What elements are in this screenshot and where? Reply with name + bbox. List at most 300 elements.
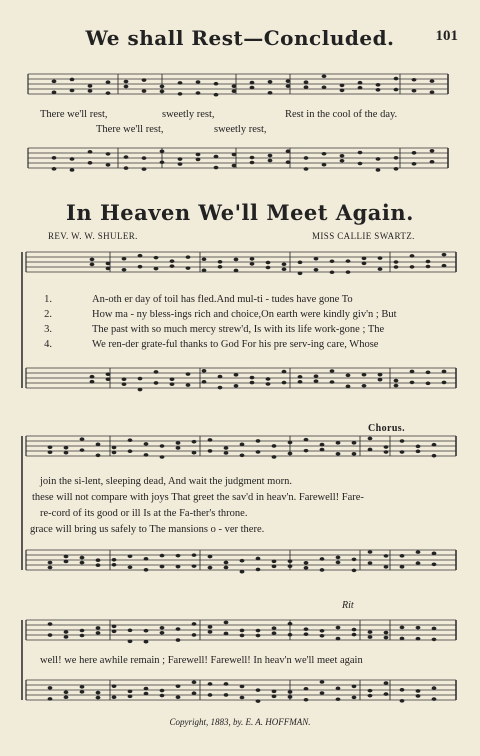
note-head (80, 437, 85, 441)
note-head (192, 633, 197, 637)
note-head (400, 565, 405, 569)
note-head (178, 92, 183, 96)
note-head (208, 555, 213, 559)
note-head (320, 691, 325, 695)
note-head (340, 89, 345, 93)
note-head (144, 640, 149, 644)
note-head (70, 157, 75, 161)
note-head (416, 561, 421, 565)
note-head (192, 564, 197, 568)
note-head (304, 698, 309, 702)
note-head (394, 379, 399, 383)
note-head (336, 686, 341, 690)
note-head (234, 258, 239, 262)
note-head (250, 381, 255, 385)
note-head (154, 267, 159, 271)
note-head (176, 441, 181, 445)
note-head (176, 565, 181, 569)
note-head (88, 89, 93, 93)
song-1-lyric-2b: sweetly rest, (214, 124, 267, 135)
note-head (256, 634, 261, 638)
note-head (170, 382, 175, 386)
note-head (304, 627, 309, 631)
note-head (234, 384, 239, 388)
note-head (224, 446, 229, 450)
note-head (362, 373, 367, 377)
note-head (304, 561, 309, 565)
note-head (256, 450, 261, 454)
note-head (288, 695, 293, 699)
note-head (322, 74, 327, 78)
note-head (384, 681, 389, 685)
note-head (64, 560, 69, 564)
note-head (394, 77, 399, 81)
note-head (282, 370, 287, 374)
note-head (232, 84, 237, 88)
note-head (322, 152, 327, 156)
note-head (304, 80, 309, 84)
note-head (432, 551, 437, 555)
note-head (186, 383, 191, 387)
note-head (170, 259, 175, 263)
note-head (48, 450, 53, 454)
note-head (426, 371, 431, 375)
note-head (142, 156, 147, 160)
note-head (384, 631, 389, 635)
note-head (122, 382, 127, 386)
verse-number-3: 3. (44, 324, 52, 335)
note-head (368, 635, 373, 639)
note-head (208, 438, 213, 442)
note-head (358, 86, 363, 90)
note-head (394, 88, 399, 92)
note-head (88, 84, 93, 88)
note-head (320, 629, 325, 633)
note-head (176, 554, 181, 558)
note-head (224, 621, 229, 625)
note-head (90, 375, 95, 379)
note-head (96, 626, 101, 630)
note-head (432, 562, 437, 566)
note-head (96, 696, 101, 700)
note-head (96, 631, 101, 635)
note-head (96, 691, 101, 695)
note-head (410, 265, 415, 269)
note-head (378, 373, 383, 377)
note-head (142, 167, 147, 171)
note-head (400, 554, 405, 558)
note-head (224, 682, 229, 686)
note-head (352, 685, 357, 689)
note-head (70, 89, 75, 93)
note-head (64, 555, 69, 559)
note-head (336, 637, 341, 641)
note-head (192, 440, 197, 444)
note-head (330, 369, 335, 373)
note-head (176, 684, 181, 688)
note-head (176, 695, 181, 699)
verse-1-line-2: join the si-lent, sleeping dead, And wait the judgment morn. (40, 476, 292, 487)
note-head (286, 79, 291, 83)
note-head (70, 78, 75, 82)
note-head (52, 156, 57, 160)
note-head (70, 168, 75, 172)
note-head (340, 154, 345, 158)
note-head (224, 561, 229, 565)
note-head (378, 256, 383, 260)
note-head (288, 633, 293, 637)
note-head (346, 259, 351, 263)
note-head (304, 438, 309, 442)
note-head (232, 153, 237, 157)
note-head (144, 557, 149, 561)
note-head (412, 151, 417, 155)
note-head (122, 377, 127, 381)
note-head (368, 550, 373, 554)
note-head (64, 695, 69, 699)
note-head (160, 160, 165, 164)
note-head (144, 568, 149, 572)
note-head (48, 697, 53, 701)
note-head (330, 380, 335, 384)
note-head (154, 370, 159, 374)
note-head (192, 691, 197, 695)
note-head (224, 693, 229, 697)
note-head (160, 631, 165, 635)
note-head (320, 443, 325, 447)
note-head (384, 636, 389, 640)
verse-4-line-1: We ren-der grate-ful thanks to God For his pre serv-ing care, Whose (92, 339, 379, 350)
note-head (430, 90, 435, 94)
note-head (256, 568, 261, 572)
song-1-lyric-2a: There we'll rest, (96, 124, 164, 135)
note-head (272, 565, 277, 569)
note-head (320, 568, 325, 572)
note-head (48, 686, 53, 690)
note-head (256, 557, 261, 561)
note-head (250, 81, 255, 85)
note-head (202, 369, 207, 373)
note-head (400, 450, 405, 454)
note-head (412, 89, 417, 93)
note-head (48, 633, 53, 637)
note-head (160, 90, 165, 94)
note-head (400, 637, 405, 641)
note-head (336, 561, 341, 565)
note-head (268, 154, 273, 158)
note-head (240, 559, 245, 563)
note-head (106, 152, 111, 156)
note-head (416, 550, 421, 554)
note-head (330, 259, 335, 263)
note-head (218, 386, 223, 390)
note-head (144, 629, 149, 633)
note-head (160, 694, 165, 698)
note-head (250, 161, 255, 165)
note-head (234, 373, 239, 377)
note-head (416, 626, 421, 630)
note-head (410, 254, 415, 258)
note-head (320, 448, 325, 452)
song-1-title: We shall Rest—Concluded. (85, 26, 395, 50)
note-head (106, 91, 111, 95)
note-head (358, 151, 363, 155)
note-head (394, 265, 399, 269)
note-head (128, 565, 133, 569)
note-head (186, 372, 191, 376)
note-head (400, 439, 405, 443)
note-head (352, 452, 357, 456)
note-head (160, 455, 165, 459)
note-head (208, 682, 213, 686)
note-head (202, 257, 207, 261)
note-head (96, 563, 101, 567)
note-head (48, 566, 53, 570)
note-head (286, 84, 291, 88)
note-head (112, 563, 117, 567)
note-head (90, 380, 95, 384)
note-head (416, 689, 421, 693)
note-head (352, 628, 357, 632)
note-head (282, 381, 287, 385)
note-head (304, 566, 309, 570)
note-head (218, 260, 223, 264)
note-head (128, 695, 133, 699)
note-head (208, 449, 213, 453)
note-head (250, 156, 255, 160)
note-head (196, 158, 201, 162)
composer: MISS CALLIE SWARTZ. (312, 231, 415, 241)
note-head (96, 558, 101, 562)
note-head (208, 625, 213, 629)
note-head (352, 558, 357, 562)
note-head (378, 378, 383, 382)
note-head (432, 686, 437, 690)
note-head (288, 559, 293, 563)
note-head (432, 454, 437, 458)
note-head (352, 569, 357, 573)
note-head (170, 264, 175, 268)
note-head (240, 454, 245, 458)
note-head (426, 382, 431, 386)
note-head (340, 84, 345, 88)
note-head (196, 91, 201, 95)
note-head (362, 384, 367, 388)
note-head (144, 692, 149, 696)
note-head (208, 693, 213, 697)
note-head (128, 449, 133, 453)
note-head (430, 149, 435, 153)
verse-1-line-1: An-oth er day of toil has fled.And mul-ti - tudes have gone To (92, 294, 353, 305)
song-1-lyric-1a: There we'll rest, (40, 109, 108, 120)
note-head (298, 272, 303, 276)
note-head (256, 699, 261, 703)
song-1-lyric-1b: sweetly rest, (162, 109, 215, 120)
note-head (240, 634, 245, 638)
note-head (112, 558, 117, 562)
note-head (232, 89, 237, 93)
note-head (154, 256, 159, 260)
note-head (112, 625, 117, 629)
note-head (240, 629, 245, 633)
note-head (256, 629, 261, 633)
note-head (214, 82, 219, 86)
note-head (272, 690, 277, 694)
note-head (240, 685, 245, 689)
note-head (52, 79, 57, 83)
note-head (432, 443, 437, 447)
note-head (186, 255, 191, 259)
note-head (346, 373, 351, 377)
note-head (176, 627, 181, 631)
note-head (88, 150, 93, 154)
note-head (160, 689, 165, 693)
note-head (298, 261, 303, 265)
note-head (336, 626, 341, 630)
note-head (178, 157, 183, 161)
note-head (314, 268, 319, 272)
note-head (298, 375, 303, 379)
note-head (52, 167, 57, 171)
note-head (80, 685, 85, 689)
note-head (192, 553, 197, 557)
note-head (202, 380, 207, 384)
note-head (106, 80, 111, 84)
note-head (142, 78, 147, 82)
note-head (368, 437, 373, 441)
note-head (368, 448, 373, 452)
note-head (138, 265, 143, 269)
note-head (64, 630, 69, 634)
note-head (272, 626, 277, 630)
note-head (256, 439, 261, 443)
note-head (64, 635, 69, 639)
note-head (192, 680, 197, 684)
note-head (122, 257, 127, 261)
note-head (304, 156, 309, 160)
verse-3-line-1: The past with so much mercy strew'd, Is with its life work-gone ; The (92, 324, 385, 335)
note-head (124, 166, 129, 170)
note-head (106, 267, 111, 271)
note-head (378, 267, 383, 271)
note-head (192, 451, 197, 455)
note-head (432, 627, 437, 631)
note-head (128, 690, 133, 694)
note-head (442, 264, 447, 268)
note-head (112, 695, 117, 699)
note-head (178, 81, 183, 85)
verse-3-line-2: re-cord of its good or ill Is at the Fa-ther's throne. (40, 508, 248, 519)
verse-2-line-2: these will not compare with joys That greet the sav'd in heav'n. Farewell! Fare- (32, 492, 364, 503)
note-head (376, 83, 381, 87)
note-head (400, 626, 405, 630)
note-head (218, 265, 223, 269)
page-number: 101 (435, 28, 458, 44)
note-head (362, 262, 367, 266)
note-head (410, 370, 415, 374)
note-head (376, 168, 381, 172)
note-head (288, 690, 293, 694)
note-head (80, 634, 85, 638)
note-head (144, 687, 149, 691)
note-head (410, 381, 415, 385)
note-head (394, 260, 399, 264)
note-head (340, 159, 345, 163)
note-head (266, 261, 271, 265)
note-head (416, 450, 421, 454)
note-head (266, 377, 271, 381)
note-head (80, 561, 85, 565)
note-head (384, 565, 389, 569)
note-head (240, 696, 245, 700)
chorus-lyric: well! we here awhile remain ; Farewell! Farewell! In heav'n we'll meet again (40, 655, 363, 666)
note-head (432, 697, 437, 701)
note-head (304, 632, 309, 636)
note-head (426, 265, 431, 269)
note-head (322, 163, 327, 167)
note-head (202, 268, 207, 272)
note-head (394, 384, 399, 388)
note-head (144, 453, 149, 457)
note-head (400, 699, 405, 703)
note-head (432, 638, 437, 642)
copyright-notice: Copyright, 1883, by. E. A. HOFFMAN. (169, 717, 311, 727)
note-head (346, 384, 351, 388)
note-head (80, 690, 85, 694)
note-head (368, 689, 373, 693)
note-head (176, 446, 181, 450)
note-head (106, 372, 111, 376)
verse-number-4: 4. (44, 339, 52, 350)
note-head (52, 90, 57, 94)
note-head (272, 560, 277, 564)
note-head (266, 266, 271, 270)
note-head (160, 626, 165, 630)
verse-4-line-2: grace will bring us safely to The mansions o - ver there. (30, 524, 265, 535)
note-head (314, 379, 319, 383)
note-head (240, 443, 245, 447)
verse-number-1: 1. (44, 294, 52, 305)
note-head (90, 258, 95, 262)
verse-number-2: 2. (44, 309, 52, 320)
note-head (208, 630, 213, 634)
note-head (106, 262, 111, 266)
note-head (112, 684, 117, 688)
note-head (170, 377, 175, 381)
note-head (192, 622, 197, 626)
note-head (250, 376, 255, 380)
note-head (416, 637, 421, 641)
note-head (282, 267, 287, 271)
note-head (268, 91, 273, 95)
note-head (122, 268, 127, 272)
lyricist: REV. W. W. SHULER. (48, 231, 138, 241)
note-head (128, 554, 133, 558)
note-head (232, 164, 237, 168)
note-head (330, 270, 335, 274)
note-head (412, 162, 417, 166)
note-head (336, 441, 341, 445)
note-head (352, 633, 357, 637)
note-head (106, 163, 111, 167)
note-head (160, 554, 165, 558)
note-head (394, 156, 399, 160)
note-head (320, 557, 325, 561)
note-head (160, 565, 165, 569)
note-head (322, 85, 327, 89)
note-head (124, 155, 129, 159)
note-head (106, 377, 111, 381)
